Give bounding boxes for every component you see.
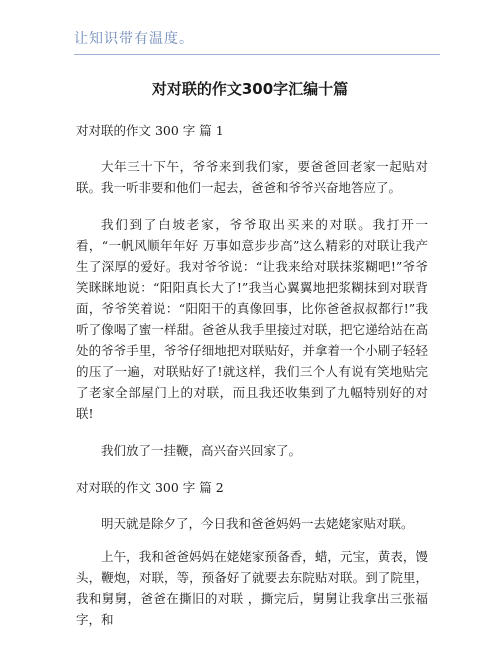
document-title: 对对联的作文300字汇编十篇 <box>151 80 349 98</box>
paragraph: 我们到了白坡老家，爷爷取出买来的对联。我打开一看，“一帆风顺年年好 万事如意步步高”这么精彩的对联让我产生了深厚的爱好。我对爷爷说：“让我来给对联抹浆糊吧!”爷爷笑眯眯地说：“阳阳真长大了!”我当心翼翼地把浆糊抹到对联背面，爷爷笑着说：“阳阳干的真像回事，比你爸爸叔叔都行!”我听了像喝了蜜一样甜。爸爸从我手里接过对联，把它递给站在高处的爷爷手里，爷爷仔细地把对联贴好，并拿着一个小刷子轻轻的压了一遍，对联贴好了!就这样，我们三个人有说有笑地贴完了老家全部屋门上的对联，而且我还收集到了九幅特别好的对联! <box>76 217 428 421</box>
paragraph: 上午，我和爸爸妈妈在姥姥家预备香，蜡，元宝，黄表，馒头，鞭炮，对联，等，预备好了就要去东院贴对联。到了院里，我和舅舅，爸爸在撕旧的对联 ，撕完后，舅舅让我拿出三张福字，和 <box>76 549 428 627</box>
paragraph: 明天就是除夕了，今日我和爸爸妈妈一去姥姥家贴对联。 <box>101 516 414 531</box>
paragraph: 大年三十下午，爷爷来到我们家，要爸爸回老家一起贴对联。我一听非要和他们一起去，爸爸和爷爷兴奋地答应了。 <box>76 159 428 195</box>
section-heading: 对对联的作文 300 字 篇 2 <box>76 480 224 495</box>
banner-divider <box>74 54 440 55</box>
section-heading: 对对联的作文 300 字 篇 1 <box>76 123 224 138</box>
document-body <box>76 120 428 646</box>
banner-slogan: 让知识带有温度。 <box>74 31 194 47</box>
paragraph: 我们放了一挂鞭，高兴奋兴回家了。 <box>101 443 302 458</box>
